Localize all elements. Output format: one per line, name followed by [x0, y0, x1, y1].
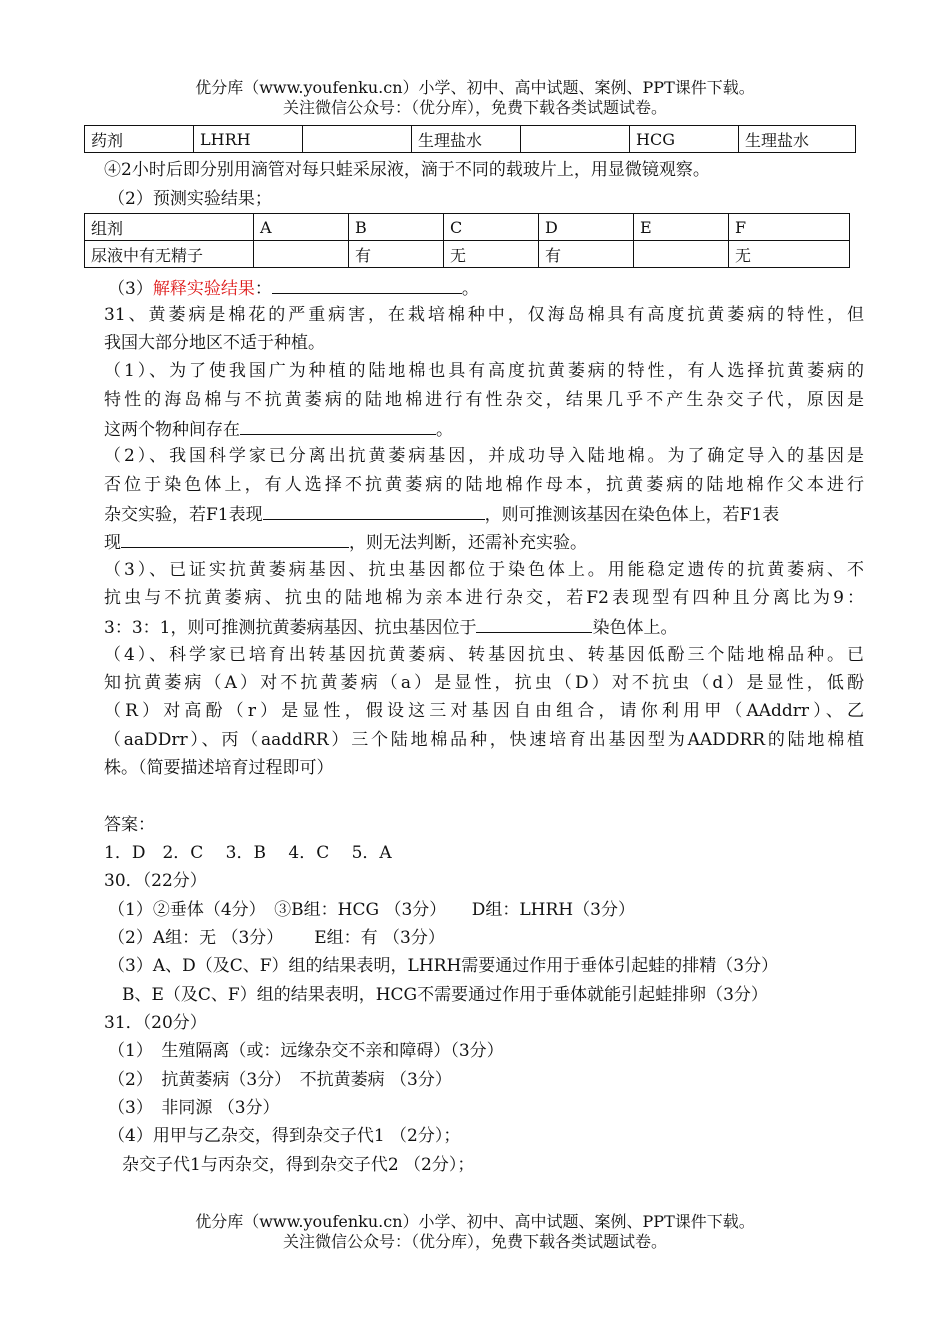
- q31-p3-3-text: 3：3：1，则可推测抗黄萎病基因、抗虫基因位于: [104, 618, 477, 638]
- step-4: ④2小时后即分别用滴管对每只蛙采尿液，滴于不同的载玻片上，用显微镜观察。: [104, 160, 710, 180]
- q31-p2-3-text: 杂交实验，若F1表现: [104, 505, 263, 525]
- answers-q31-2: （2） 抗黄萎病（3分） 不抗黄萎病 （3分）: [108, 1070, 452, 1090]
- q3-prefix: （3）: [108, 279, 153, 299]
- answer-blank: [263, 502, 485, 520]
- table-cell: [521, 126, 630, 153]
- q3-end: 。: [461, 279, 479, 299]
- table-row: [85, 241, 850, 268]
- q31-p1-2: 特性的海岛棉与不抗黄萎病的陆地棉进行有性杂交，结果几乎不产生杂交子代，原因是: [104, 390, 864, 410]
- q31-p1-3: [104, 417, 864, 441]
- table-cell: 药剂: [85, 126, 194, 153]
- table-cell: 组剂: [85, 214, 254, 241]
- q31-p2-3: [104, 502, 864, 526]
- q31-p2-3-end: ，则可推测该基因在染色体上，若F1表: [484, 505, 780, 525]
- table-cell: D: [539, 214, 634, 241]
- q31-p3-3-end: 染色体上。: [592, 618, 678, 638]
- answer-blank: [272, 276, 462, 294]
- table-cell: 无: [444, 241, 539, 268]
- table-cell: 有: [539, 241, 634, 268]
- q31-p1-1: （1）、为了使我国广为种植的陆地棉也具有高度抗黄萎病的特性，有人选择抗黄萎病的: [104, 361, 864, 381]
- answers-q31-title: 31．（20分）: [104, 1013, 207, 1033]
- table-header-row: [85, 214, 850, 241]
- result-table: [84, 213, 850, 268]
- q31-p2-4-end: ，则无法判断，还需补充实验。: [349, 533, 587, 553]
- q31-p4-2: 知抗黄萎病（A）对不抗黄萎病（a）是显性，抗虫（D）对不抗虫（d）是显性，低酚: [104, 673, 864, 693]
- table-cell: [634, 241, 729, 268]
- table-cell: 尿液中有无精子: [85, 241, 254, 268]
- q31-p4-3: （R）对高酚（r）是显性，假设这三对基因自由组合，请你利用甲（AAddrr）、乙: [104, 701, 864, 721]
- answer-blank: [476, 615, 592, 633]
- q31-p1-3-end: 。: [436, 420, 453, 440]
- q31-p4-5: 株。（简要描述培育过程即可）: [104, 758, 334, 778]
- table-cell: E: [634, 214, 729, 241]
- q3-red-label: 解释实验结果: [152, 279, 255, 299]
- footer-line-1: 优分库（www.youfenku.cn）小学、初中、高中试题、案例、PPT课件下载。: [195, 1212, 755, 1231]
- q31-p3-1: （3）、已证实抗黄萎病基因、抗虫基因都位于染色体上。用能稳定遗传的抗黄萎病、不: [104, 560, 864, 580]
- q31-p2-1: （2）、我国科学家已分离出抗黄萎病基因，并成功导入陆地棉。为了确定导入的基因是: [104, 446, 864, 466]
- table-cell: 生理盐水: [412, 126, 521, 153]
- footer-line-2: 关注微信公众号：（优分库），免费下载各类试题试卷。: [282, 1232, 667, 1251]
- table-cell: [254, 241, 349, 268]
- answers-mc: 1．D 2．C 3．B 4．C 5．A: [104, 843, 392, 863]
- q31-p1-3-text: 这两个物种间存在: [104, 420, 240, 440]
- q31-p2-4-text: 现: [104, 533, 121, 553]
- answers-q31-3: （3） 非同源 （3分）: [108, 1098, 280, 1118]
- table-cell: 无: [729, 241, 850, 268]
- table-cell: F: [729, 214, 850, 241]
- table-cell: C: [444, 214, 539, 241]
- header-line-2: 关注微信公众号：（优分库），免费下载各类试题试卷。: [282, 98, 667, 117]
- header-line-1: 优分库（www.youfenku.cn）小学、初中、高中试题、案例、PPT课件下载。: [195, 78, 755, 97]
- q31-p4-1: （4）、科学家已培育出转基因抗黄萎病、转基因抗虫、转基因低酚三个陆地棉品种。已: [104, 645, 864, 665]
- answers-q31-1: （1） 生殖隔离（或：远缘杂交不亲和障碍）（3分）: [108, 1041, 504, 1061]
- predict-label: （2）预测实验结果；: [108, 189, 272, 209]
- q31-p3-2: 抗虫与不抗黄萎病、抗虫的陆地棉为亲本进行杂交，若F2表现型有四种且分离比为9：: [104, 588, 864, 608]
- q3-colon: ：: [254, 279, 272, 299]
- q3-explain-line: [108, 276, 868, 300]
- answer-blank: [121, 530, 349, 548]
- answers-q30-3a: （3）A、D（及C、F）组的结果表明，LHRH需要通过作用于垂体引起蛙的排精（3分）: [108, 956, 779, 976]
- table-cell: 有: [349, 241, 444, 268]
- answers-q30-3b: B、E（及C、F）组的结果表明，HCG不需要通过作用于垂体就能引起蛙排卵（3分）: [122, 985, 768, 1005]
- drug-table: [84, 125, 856, 153]
- q31-p2-2: 否位于染色体上，有人选择不抗黄萎病的陆地棉作母本，抗黄萎病的陆地棉作父本进行: [104, 475, 864, 495]
- table-cell: [303, 126, 412, 153]
- table-cell: 生理盐水: [739, 126, 856, 153]
- answers-title: 答案：: [104, 815, 155, 835]
- q31-p4-4: （aaDDrr）、丙（aaddRR）三个陆地棉品种，快速培育出基因型为AADDRR的陆地棉植: [104, 730, 864, 750]
- table-cell: LHRH: [194, 126, 303, 153]
- q31-p3-3: [104, 615, 864, 639]
- table-cell: B: [349, 214, 444, 241]
- q31-intro-2: 我国大部分地区不适于种植。: [104, 333, 325, 353]
- q31-p2-4: [104, 530, 864, 554]
- table-row: [85, 126, 856, 153]
- answers-q31-4b: 杂交子代1与丙杂交，得到杂交子代2 （2分）；: [122, 1155, 475, 1175]
- table-cell: HCG: [630, 126, 739, 153]
- answers-q30-1: （1）②垂体（4分） ③B组：HCG （3分） D组：LHRH（3分）: [108, 900, 635, 920]
- answers-q30-2: （2）A组：无 （3分） E组：有 （3分）: [108, 928, 445, 948]
- answers-q30-title: 30．（22分）: [104, 871, 207, 891]
- answer-blank: [240, 417, 436, 435]
- table-cell: A: [254, 214, 349, 241]
- q31-intro-1: 31、黄萎病是棉花的严重病害，在栽培棉种中，仅海岛棉具有高度抗黄萎病的特性，但: [104, 305, 864, 325]
- answers-q31-4a: （4）用甲与乙杂交，得到杂交子代1 （2分）；: [108, 1126, 461, 1146]
